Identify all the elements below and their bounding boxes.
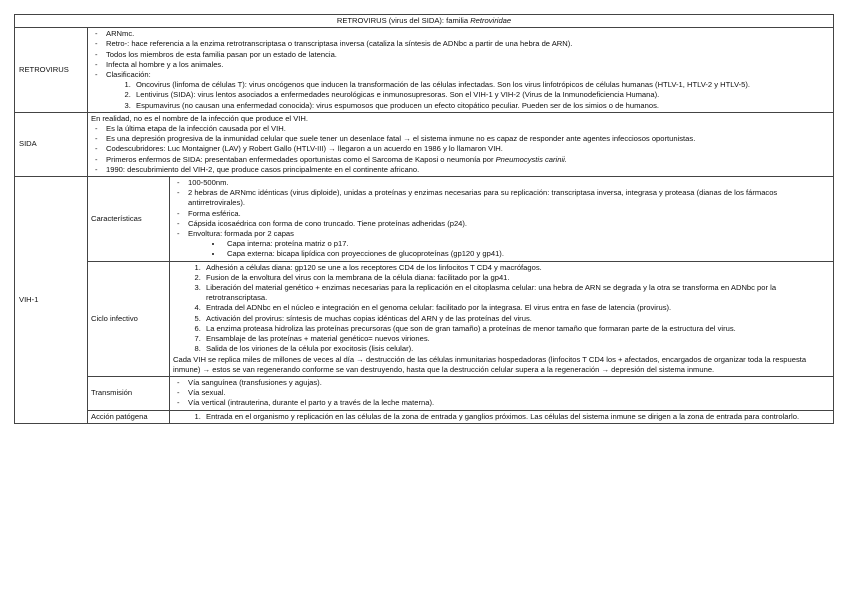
list-item: - Vía vertical (intrauterina, durante el parto y a través de la leche materna). bbox=[173, 398, 830, 408]
retrovirus-label: RETROVIRUS bbox=[15, 28, 88, 113]
list-item: 2. Lentivirus (SIDA): virus lentos asociados a enfermedades neurológicas e inmunosupresoras. Son el VIH-1 y VIH-2 (Virus de la Inmunodeficiencia Humana). bbox=[133, 90, 830, 100]
vih-accion-row bbox=[15, 410, 834, 423]
list-item: - Infecta al hombre y a los animales. bbox=[91, 60, 830, 70]
list-item: - Todos los miembros de esta familia pasan por un estado de latencia. bbox=[91, 50, 830, 60]
list-item bbox=[91, 70, 830, 80]
envelope-layers-list bbox=[173, 239, 830, 259]
list-item: - Vía sanguínea (transfusiones y agujas). bbox=[173, 378, 830, 388]
sida-content bbox=[88, 112, 834, 176]
list-item: • Capa externa: bicapa lipídica con proyecciones de glucoproteínas (gp120 y gp41). bbox=[223, 249, 830, 259]
list-item bbox=[91, 155, 830, 165]
vih-caracteristicas-row bbox=[15, 177, 834, 262]
transmision-label: Transmisión bbox=[88, 376, 170, 410]
sida-label: SIDA bbox=[15, 112, 88, 176]
list-item: - Vía sexual. bbox=[173, 388, 830, 398]
list-item: - 1990: descubrimiento del VIH-2, que produce casos principalmente en el continente africano. bbox=[91, 165, 830, 175]
retrovirus-content bbox=[88, 28, 834, 113]
ciclo-label: Ciclo infectivo bbox=[88, 261, 170, 376]
caracteristicas-label: Características bbox=[88, 177, 170, 262]
list-item: - Codescubridores: Luc Montaigner (LAV) y Robert Gallo (HTLV-III) → llegaron a un acuerdo en 1986 y lo llamaron VIH. bbox=[91, 144, 830, 154]
list-item: 1. Adhesión a células diana: gp120 se une a los receptores CD4 de los linfocitos T CD4 y macrófagos. bbox=[203, 263, 830, 273]
ciclo-steps-list bbox=[173, 263, 830, 355]
accion-content bbox=[170, 410, 834, 423]
classification-heading: Clasificación: bbox=[106, 70, 151, 80]
caracteristicas-content bbox=[170, 177, 834, 262]
table-title bbox=[15, 15, 834, 28]
list-item: - Es una depresión progresiva de la inmunidad celular que suele tener un desenlace fatal → el sistema inmune no es capaz de responder ante agentes infecciosos oportunistas. bbox=[91, 134, 830, 144]
vih-transmision-row bbox=[15, 376, 834, 410]
list-item: 1. Entrada en el organismo y replicación en las células de la zona de entrada y ganglios próximos. Las células del sistema inmune se dirigen a la zona de entrada para controlarlo. bbox=[203, 412, 830, 422]
list-item: 7. Ensamblaje de las proteínas + material genético= nuevos viriones. bbox=[203, 334, 830, 344]
list-item: • Capa interna: proteína matriz o p17. bbox=[223, 239, 830, 249]
list-item: 5. Activación del provirus: síntesis de muchas copias idénticas del ARN y de las proteínas del virus. bbox=[203, 314, 830, 324]
list-item: 4. Entrada del ADNbc en el núcleo e integración en el genoma celular: facilitado por la integrasa. El virus entra en fase de latencia (provirus). bbox=[203, 303, 830, 313]
classification-list bbox=[91, 80, 830, 111]
list-item: - 2 hebras de ARNmc idénticas (virus diploide), unidas a proteínas y enzimas necesarias para su replicación: transcriptasa inversa, integrasa y proteasa (dianas de los fármacos antirretrovirales). bbox=[173, 188, 830, 208]
table-title-family: Retroviridae bbox=[470, 16, 512, 25]
list-item: - Forma esférica. bbox=[173, 209, 830, 219]
first-patients-text: Primeros enfermos de SIDA: presentaban enfermedades oportunistas como el Sarcoma de Kaposi o neumonía por bbox=[106, 154, 496, 164]
list-item: - Retro-: hace referencia a la enzima retrotranscriptasa o transcriptasa inversa (cataliza la síntesis de ADNbc a partir de una hebra de ARN). bbox=[91, 39, 830, 49]
retrovirus-row bbox=[15, 28, 834, 113]
accion-list bbox=[173, 412, 830, 422]
accion-label: Acción patógena bbox=[88, 410, 170, 423]
title-row bbox=[15, 15, 834, 28]
retrovirus-table bbox=[14, 14, 834, 424]
sida-intro: En realidad, no es el nombre de la infección que produce el VIH. bbox=[91, 113, 308, 123]
list-item: - Cápsida icosaédrica con forma de cono truncado. Tiene proteínas adheridas (p24). bbox=[173, 219, 830, 229]
list-item: 1. Oncovirus (linfoma de células T): virus oncógenos que inducen la transformación de las células infectadas. Son los virus linfotrópicos de células humanas (HTLV-1, HTLV-2 y HTLV-5). bbox=[133, 80, 830, 90]
caracteristicas-list bbox=[173, 178, 830, 239]
first-patients-species: Pneumocystis carinii. bbox=[495, 154, 567, 164]
vih-label: VIH-1 bbox=[15, 177, 88, 424]
transmision-content bbox=[170, 376, 834, 410]
ciclo-content bbox=[170, 261, 834, 376]
table-title-main: RETROVIRUS (virus del SIDA): familia bbox=[336, 16, 471, 25]
ciclo-summary: Cada VIH se replica miles de millones de veces al día → destrucción de las células inmunitarias hospedadoras (linfocitos T CD4 los + afectados, encargados de organizar toda la respuesta inmune) → estos se van regenerando conforme se van destruyendo, hasta que la destrucción celular supera a la regeneración → depresión del sistema inmune. bbox=[173, 354, 807, 374]
sida-row bbox=[15, 112, 834, 176]
list-item: - 100-500nm. bbox=[173, 178, 830, 188]
list-item: 3. Liberación del material genético + enzimas necesarias para la replicación en el citoplasma celular: una hebra de ARN se degrada y la otra se transforma en ADNbc por la retrotranscriptasa. bbox=[203, 283, 830, 303]
list-item: 3. Espumavirus (no causan una enfermedad conocida): virus espumosos que producen un efecto citopático peculiar. Pueden ser de los simios o de humanos. bbox=[133, 101, 830, 111]
sida-list bbox=[91, 124, 830, 175]
retrovirus-list bbox=[91, 29, 830, 80]
vih-ciclo-row bbox=[15, 261, 834, 376]
list-item: 2. Fusion de la envoltura del virus con la membrana de la célula diana: facilitado por la gp41. bbox=[203, 273, 830, 283]
list-item: 6. La enzima proteasa hidroliza las proteínas precursoras (que son de gran tamaño) a proteínas de menor tamaño que formaran parte de la estructura del virus. bbox=[203, 324, 830, 334]
list-item: - ARNmc. bbox=[91, 29, 830, 39]
list-item: - Es la última etapa de la infección causada por el VIH. bbox=[91, 124, 830, 134]
list-item: - Envoltura: formada por 2 capas bbox=[173, 229, 830, 239]
list-item: 8. Salida de los viriones de la célula por exocitosis (lisis celular). bbox=[203, 344, 830, 354]
transmision-list bbox=[173, 378, 830, 409]
